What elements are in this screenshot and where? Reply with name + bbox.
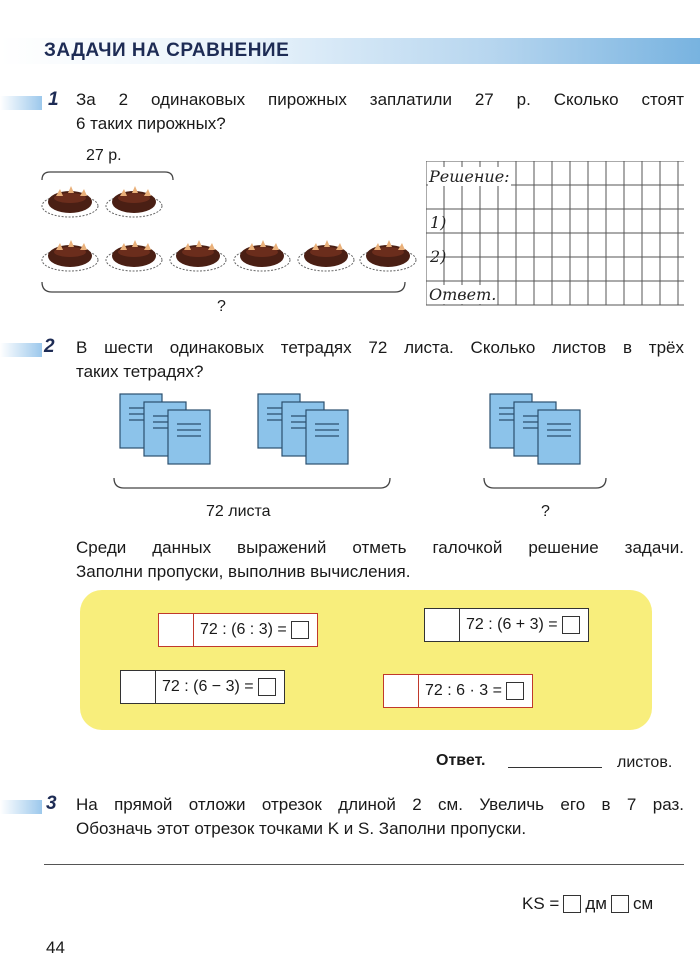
checkbox[interactable] (425, 609, 460, 641)
pastry-bottom-1 (42, 240, 98, 271)
task1-number: 1 (48, 89, 59, 110)
notebook-9 (538, 410, 580, 464)
notebooks-left-bracket (114, 478, 390, 488)
expression-option-2[interactable] (424, 608, 589, 642)
task2-instruction-line1: Среди данных выражений отметь галочкой решение задачи. (76, 538, 684, 557)
task3-text (76, 793, 684, 841)
expression-option-1[interactable] (158, 613, 318, 647)
task2-instruction (76, 536, 684, 584)
task-number-tab (0, 800, 42, 814)
pastry-top-1 (42, 186, 98, 217)
expression-text: 72 : 6 · 3 = (425, 682, 502, 699)
grid-step2-label: 2) (430, 247, 447, 266)
task2-answer-unit: листов. (617, 754, 673, 771)
answer-blank[interactable] (291, 621, 309, 639)
ks-label: KS = (522, 894, 560, 913)
pastry-bottom-6 (360, 240, 416, 271)
task2-answer-label: Ответ. (436, 752, 486, 769)
task1-line1: За 2 одинаковых пирожных заплатили 27 р. Сколько стоят (76, 90, 684, 109)
task3-number: 3 (46, 793, 57, 814)
dm-blank[interactable] (563, 895, 581, 913)
checkbox[interactable] (159, 614, 194, 646)
pastry-bottom-3 (170, 240, 226, 271)
task2-right-label: ? (541, 503, 550, 520)
pastry-bottom-2 (106, 240, 162, 271)
grid-solution-label: Решение: (429, 167, 510, 186)
task1-unknown-label: ? (217, 298, 226, 315)
expression-text: 72 : (6 − 3) = (162, 678, 254, 695)
task2-answer-line[interactable] (508, 767, 602, 768)
answer-blank[interactable] (506, 682, 524, 700)
checkbox[interactable] (121, 671, 156, 703)
task2-instruction-line2: Заполни пропуски, выполнив вычисления. (76, 562, 411, 581)
task2-line2: таких тетрадях? (76, 362, 204, 381)
section-title: ЗАДАЧИ НА СРАВНЕНИЕ (44, 40, 290, 61)
expression-option-4[interactable] (383, 674, 533, 708)
task2-number: 2 (44, 336, 55, 357)
top-bracket (42, 172, 173, 180)
bottom-bracket (42, 282, 405, 292)
pastry-bottom-4 (234, 240, 290, 271)
ks-answer-row (522, 894, 653, 914)
pastries-illustration (30, 160, 420, 320)
grid-answer-label: Ответ. (429, 285, 497, 304)
notebook-3 (168, 410, 210, 464)
task2-left-label: 72 листа (206, 503, 271, 520)
task-number-tab (0, 343, 42, 357)
page-number: 44 (46, 938, 65, 957)
drawing-line[interactable] (44, 864, 684, 865)
task1-price-label: 27 р. (86, 147, 122, 164)
expression-text: 72 : (6 : 3) = (200, 621, 287, 638)
task3-line1: На прямой отложи отрезок длиной 2 см. Увеличь его в 7 раз. (76, 795, 684, 814)
pastry-top-2 (106, 186, 162, 217)
cm-blank[interactable] (611, 895, 629, 913)
notebooks-illustration (100, 388, 620, 510)
task2-line1: В шести одинаковых тетрадях 72 листа. Сколько листов в трёх (76, 338, 684, 357)
expression-text: 72 : (6 + 3) = (466, 616, 558, 633)
expression-option-3[interactable] (120, 670, 285, 704)
checkbox[interactable] (384, 675, 419, 707)
task1-text (76, 88, 684, 136)
task1-line2: 6 таких пирожных? (76, 114, 226, 133)
answer-blank[interactable] (258, 678, 276, 696)
pastry-bottom-5 (298, 240, 354, 271)
task-number-tab (0, 96, 42, 110)
cm-unit: см (632, 894, 654, 913)
task3-line2: Обозначь этот отрезок точками K и S. Заполни пропуски. (76, 819, 527, 838)
answer-blank[interactable] (562, 616, 580, 634)
notebooks-right-bracket (484, 478, 606, 488)
dm-unit: дм (585, 894, 607, 913)
grid-step1-label: 1) (430, 213, 447, 232)
notebook-6 (306, 410, 348, 464)
task2-text (76, 336, 684, 384)
